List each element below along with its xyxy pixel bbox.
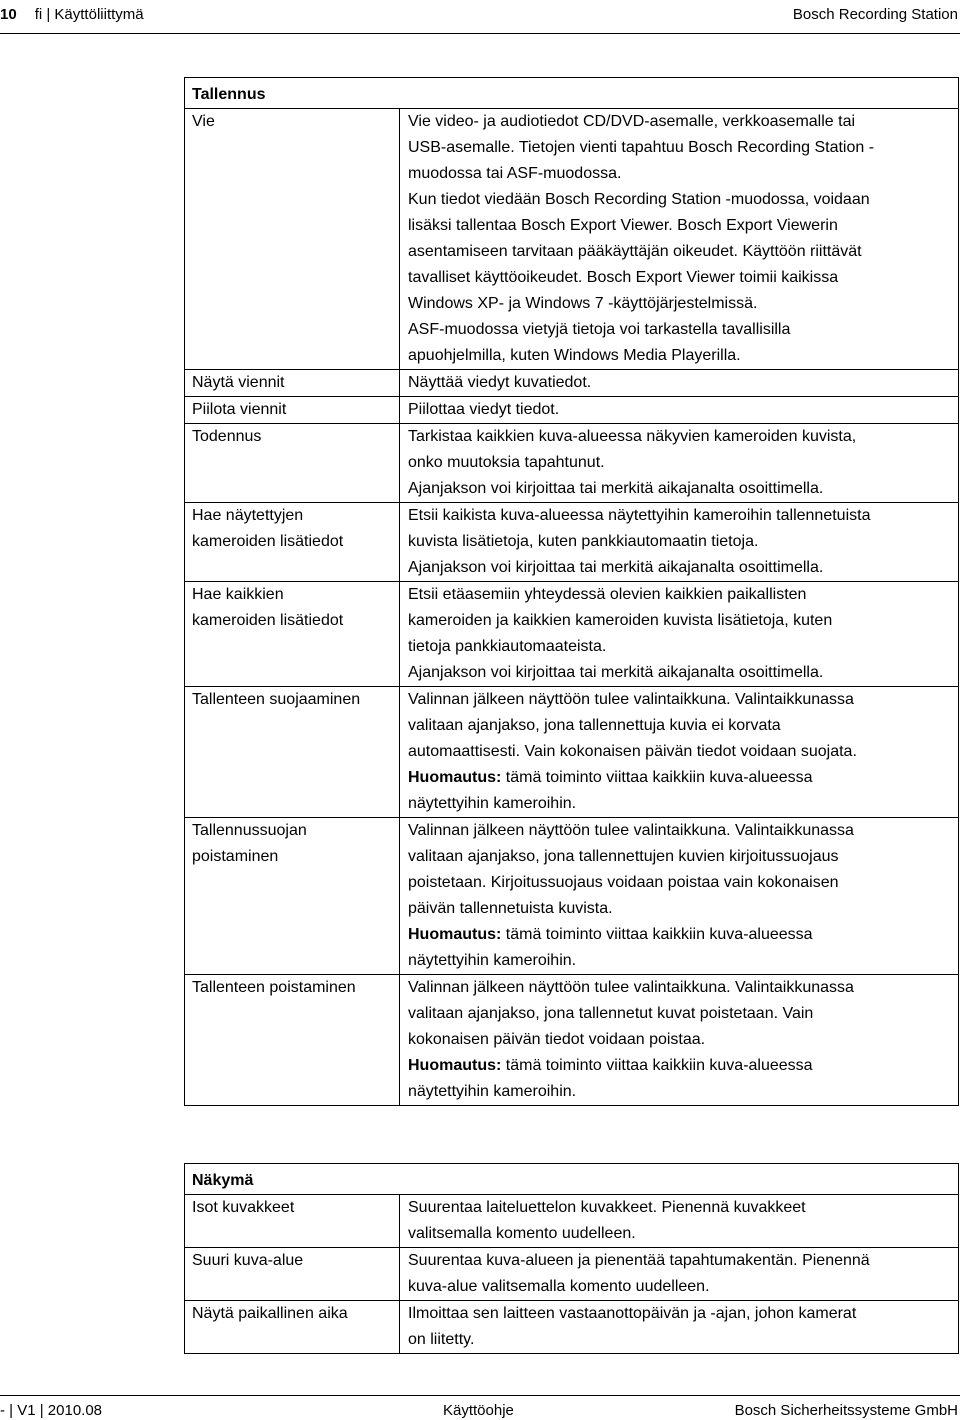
menu-item-description: Etsii kaikista kuva-alueessa näytettyihin kameroihin tallennetuista kuvista lisätietoja, kuten pankkiautomaatin tietoja. Ajanjakson voi kirjoittaa tai merkitä aikajanalta osoittimella. [400,503,959,582]
table-row [185,1248,959,1301]
table-title: Näkymä [185,1164,959,1195]
table-title: Tallennus [185,78,959,109]
table-header-row [185,1164,959,1195]
note [408,922,954,948]
table-row [185,424,959,503]
menu-item-description: Tarkistaa kaikkien kuva-alueessa näkyvien kameroiden kuvista, onko muutoksia tapahtunut. Ajanjakson voi kirjoittaa tai merkitä aikajanalta osoittimella. [400,424,959,503]
menu-item-description: Etsii etäasemiin yhteydessä olevien kaikkien paikallisten kameroiden ja kaikkien kameroiden kuvista lisätietoja, kuten tietoja pankkiautomaateista. Ajanjakson voi kirjoittaa tai merkitä aikajanalta osoittimella. [400,582,959,687]
menu-item-description: Ilmoittaa sen laitteen vastaanottopäivän ja -ajan, johon kamerat on liitetty. [400,1301,959,1354]
table-row [185,370,959,397]
footer-doc-type: Käyttöohje [443,1402,514,1419]
note-label: Huomautus: [408,769,502,786]
menu-item-name: Isot kuvakkeet [185,1195,400,1248]
product-name: Bosch Recording Station [792,6,958,23]
menu-item-name: Hae näytettyjen kameroiden lisätiedot [185,503,400,582]
table-row [185,582,959,687]
nakyma-table [184,1163,959,1354]
menu-item-name: Todennus [185,424,400,503]
page-number: 10 [0,6,17,23]
table-row [185,687,959,818]
menu-item-name: Tallennussuojan poistaminen [185,818,400,975]
note-text: tämä toiminto viittaa kaikkiin kuva-alueessa [501,1057,813,1074]
table-row [185,1301,959,1354]
table-row [185,975,959,1106]
menu-item-name: Vie [185,109,400,370]
note [408,765,954,791]
menu-item-description: Suurentaa laiteluettelon kuvakkeet. Pienennä kuvakkeet valitsemalla komento uudelleen. [400,1195,959,1248]
footer-rule [0,1395,960,1396]
header-rule [0,33,960,34]
menu-item-description: Suurentaa kuva-alueen ja pienentää tapahtumakentän. Pienennä kuva-alue valitsemalla komento uudelleen. [400,1248,959,1301]
menu-item-name: Hae kaikkien kameroiden lisätiedot [185,582,400,687]
note-label: Huomautus: [408,926,502,943]
table-header-row [185,78,959,109]
menu-item-description: Valinnan jälkeen näyttöön tulee valintaikkuna. Valintaikkunassa valitaan ajanjakso, jona tallennetut kuvat poistetaan. Vain kokonaisen päivän tiedot voidaan poistaa. Huomautus: tämä toiminto viittaa kaikkiin kuva-alueessa näytettyihin kameroihin. [400,975,959,1106]
menu-item-name: Näytä viennit [185,370,400,397]
table-row [185,109,959,370]
menu-item-description: Valinnan jälkeen näyttöön tulee valintaikkuna. Valintaikkunassa valitaan ajanjakso, jona tallennettujen kuvien kirjoitussuojaus poistetaan. Kirjoitussuojaus voidaan poistaa vain kokonaisen päivän tallennetuista kuvista. Huomautus: tämä toiminto viittaa kaikkiin kuva-alueessa näytettyihin kameroihin. [400,818,959,975]
note-label: Huomautus: [408,1057,502,1074]
table-row [185,503,959,582]
menu-item-description: Piilottaa viedyt tiedot. [400,397,959,424]
menu-item-name: Tallenteen suojaaminen [185,687,400,818]
menu-item-name: Piilota viennit [185,397,400,424]
footer-version: - | V1 | 2010.08 [0,1402,103,1419]
menu-item-name: Tallenteen poistaminen [185,975,400,1106]
note-text: tämä toiminto viittaa kaikkiin kuva-alueessa [501,769,813,786]
note [408,1053,954,1079]
table-row [185,818,959,975]
table-row [185,397,959,424]
menu-item-description: Valinnan jälkeen näyttöön tulee valintaikkuna. Valintaikkunassa valitaan ajanjakso, jona tallennettuja kuvia ei korvata automaattisesti. Vain kokonaisen päivän tiedot voidaan suojata. Huomautus: tämä toiminto viittaa kaikkiin kuva-alueessa näytettyihin kameroihin. [400,687,959,818]
note-text: tämä toiminto viittaa kaikkiin kuva-alueessa [501,926,813,943]
menu-item-description: Vie video- ja audiotiedot CD/DVD-asemalle, verkkoasemalle tai USB-asemalle. Tietojen vienti tapahtuu Bosch Recording Station - muodossa tai ASF-muodossa. Kun tiedot viedään Bosch Recording Station -muodossa, voidaan lisäksi tallentaa Bosch Export Viewer. Bosch Export Viewerin asentamiseen tarvitaan pääkäyttäjän oikeudet. Käyttöön riittävät tavalliset käyttöoikeudet. Bosch Export Viewer toimii kaikissa Windows XP- ja Windows 7 -käyttöjärjestelmissä. ASF-muodossa vietyjä tietoja voi tarkastella tavallisilla apuohjelmilla, kuten Windows Media Playerilla. [400,109,959,370]
menu-item-name: Suuri kuva-alue [185,1248,400,1301]
tallennus-table [184,77,959,1106]
footer-company: Bosch Sicherheitssysteme GmbH [734,1402,958,1419]
menu-item-name: Näytä paikallinen aika [185,1301,400,1354]
section-label: fi | Käyttöliittymä [34,6,144,23]
table-row [185,1195,959,1248]
menu-item-description: Näyttää viedyt kuvatiedot. [400,370,959,397]
